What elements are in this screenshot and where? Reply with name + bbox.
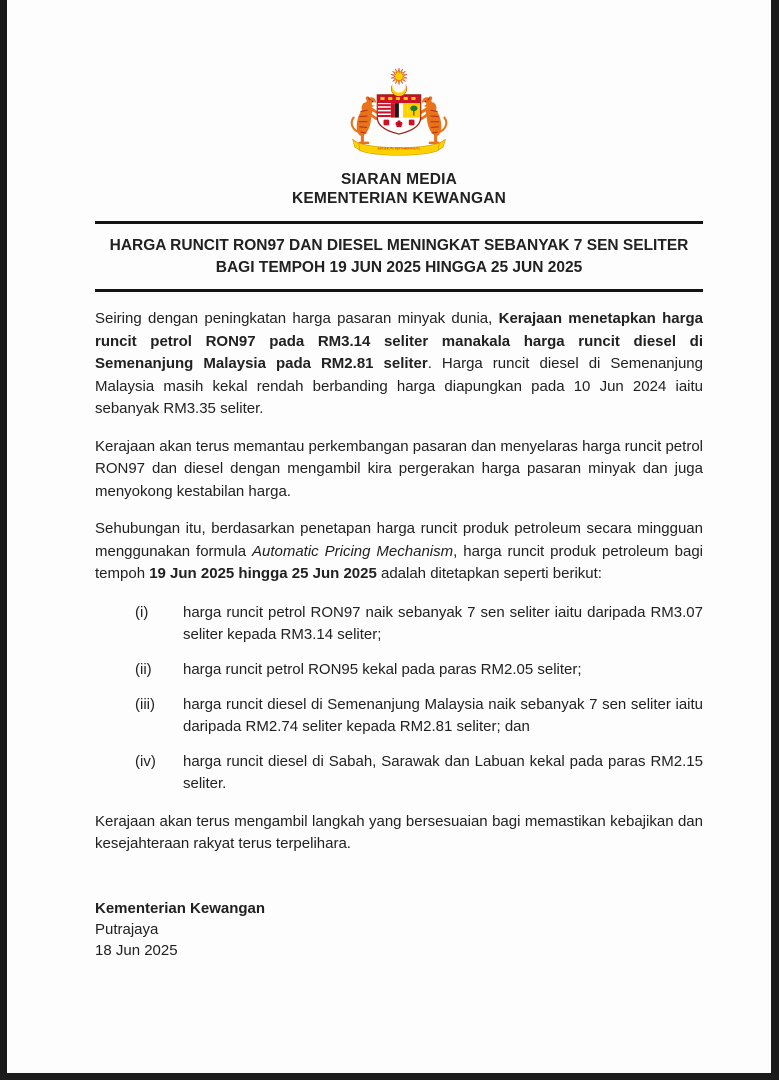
paragraph-2: Kerajaan akan terus memantau perkembangan pasaran dan menyelaras harga runcit petrol RON97 dan diesel dengan mengambil kira pergerakan harga pasaran minyak dan juga menyokong kestabilan harga. <box>95 437 703 500</box>
list-item <box>135 751 703 795</box>
list-item-text: harga runcit diesel di Sabah, Sarawak dan Labuan kekal pada paras RM2.15 seliter. <box>183 752 703 792</box>
list-item-text: harga runcit petrol RON97 naik sebanyak 7 sen seliter iaitu daripada RM3.07 seliter kepada RM3.14 seliter; <box>183 603 703 643</box>
paragraph-3 <box>95 518 703 586</box>
photo-edge-bottom <box>0 1073 779 1080</box>
document-title-line2: BAGI TEMPOH 19 JUN 2025 HINGGA 25 JUN 2025 <box>215 259 583 276</box>
divider-bottom <box>95 289 703 292</box>
signature-org: Kementerian Kewangan <box>95 899 266 917</box>
closing-paragraph: Kerajaan akan terus mengambil langkah yang bersesuaian bagi memastikan kebajikan dan kesejahteraan rakyat terus terpelihara. <box>95 812 703 852</box>
paragraph-1-text: Seiring dengan peningkatan harga pasaran minyak dunia, <box>95 310 499 327</box>
price-adjustment-list <box>135 602 703 795</box>
document-title-line1: HARGA RUNCIT RON97 DAN DIESEL MENINGKAT SEBANYAK 7 SEN SELITER <box>109 237 689 254</box>
press-release-page <box>95 0 703 961</box>
photo-edge-right <box>771 0 779 1080</box>
list-item-marker: (iv) <box>135 752 156 770</box>
tiger-supporter-icon <box>352 96 377 142</box>
letterhead <box>95 170 703 208</box>
list-item-marker: (ii) <box>135 660 152 678</box>
list-item-marker: (i) <box>135 603 149 621</box>
signature-block <box>95 898 703 961</box>
paragraph-3-text-2: , harga runcit produk petroleum bagi tempoh <box>95 542 703 582</box>
letterhead-line1: SIARAN MEDIA <box>340 171 458 188</box>
paragraph-3-text: Sehubungan itu, berdasarkan penetapan harga runcit produk petroleum secara mingguan menggunakan formula <box>95 520 703 560</box>
document-title <box>95 235 703 279</box>
crest-shield <box>377 95 420 134</box>
paragraph-1-bold: Kerajaan menetapkan harga runcit petrol RON97 pada RM3.14 seliter manakala harga runcit diesel di Semenanjung Malaysia pada RM2.81 seliter <box>95 310 703 372</box>
list-item <box>135 694 703 738</box>
photo-edge-left <box>0 0 7 1080</box>
paragraph-3-bold: 19 Jun 2025 hingga 25 Jun 2025 <box>149 565 377 582</box>
crescent-star-icon <box>391 68 407 96</box>
list-item-marker: (iii) <box>135 695 155 713</box>
list-item <box>135 602 703 646</box>
paragraph-1-text-2: . Harga runcit diesel di Semenanjung Malaysia masih kekal rendah berbanding harga diapungkan pada 10 Jun 2024 iaitu sebanyak RM3.35 seliter. <box>95 355 703 417</box>
paragraph-3-text-3: adalah ditetapkan seperti berikut: <box>376 565 602 582</box>
signature-date: 18 Jun 2025 <box>95 941 178 959</box>
list-item <box>135 659 703 681</box>
signature-city: Putrajaya <box>95 920 159 938</box>
malaysia-coat-of-arms-icon <box>337 66 461 164</box>
letterhead-line2: KEMENTERIAN KEWANGAN <box>291 190 507 207</box>
paragraph-3-italic: Automatic Pricing Mechanism <box>251 542 454 560</box>
divider-top <box>95 221 703 224</box>
list-item-text: harga runcit petrol RON95 kekal pada paras RM2.05 seliter; <box>183 660 582 678</box>
crest-motto: BERSEKUTU BERTAMBAH MUTU <box>377 147 421 151</box>
list-item-text: harga runcit diesel di Semenanjung Malaysia naik sebanyak 7 sen seliter iaitu daripada RM2.74 seliter kepada RM2.81 seliter; dan <box>183 695 703 735</box>
paragraph-1 <box>95 308 703 421</box>
